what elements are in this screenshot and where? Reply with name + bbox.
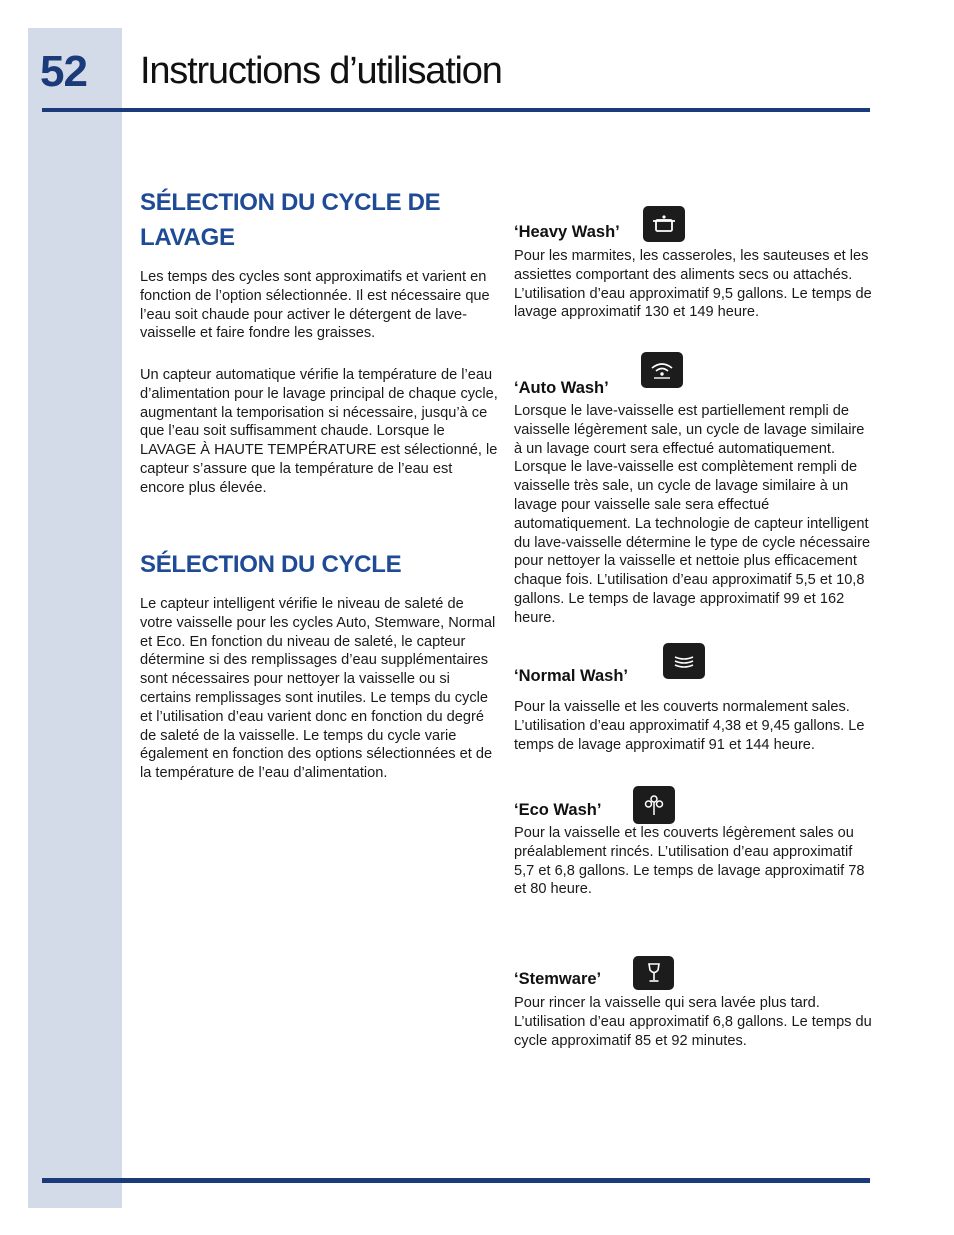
cycle-desc-auto-wash: Lorsque le lave-vaisselle est partiellement rempli de vaisselle légèrement sale, un cycle de lavage similaire à un lavage court sera effectué automatiquement. Lorsque le lave-vaisselle est complètement rempli de vaisselle très sale, un cycle de lavage similaire à un lavage pour vaisselle sale sera effectué automatiquement. La technologie de capteur intelligent du lave-vaisselle détermine le type de cycle nécessaire pour nettoyer la vaisselle et nettoie plus efficacement chaque fois. L’utilisation d’eau approximatif 5,5 et 10,8 gallons. Le temps de lavage approximatif 99 et 162 heure.: [514, 403, 871, 626]
heading-line-2: LAVAGE: [140, 224, 235, 251]
auto-sensor-icon: [641, 352, 683, 388]
cycle-label-heavy-wash: ‘Heavy Wash’: [514, 223, 620, 241]
paragraph-sensor: Un capteur automatique vérifie la température de l’eau d’alimentation pour le lavage principal de chaque cycle, augmentant la temporisation si nécessaire, jusqu’à ce que l’eau soit suffisamment chaude. Lorsque le LAVAGE À HAUTE TEMPÉRATURE est sélectionné, le capteur s’assure que la température de l’eau est encore plus élevée.: [140, 367, 498, 496]
cycle-desc-heavy-wash: Pour les marmites, les casseroles, les sauteuses et les assiettes comportant des aliments secs ou attachés. L’utilisation d’eau approximatif 9,5 gallons. Le temps de lavage approximatif 130 et 149 heure.: [514, 248, 872, 321]
sidebar-band: [28, 28, 122, 1208]
cycle-label-normal-wash: ‘Normal Wash’: [514, 667, 628, 685]
paragraph-cycle-times: Les temps des cycles sont approximatifs et varient en fonction de l’option sélectionnée. Il est nécessaire que l’eau soit chaude pour activer le détergent de lave-vaisselle et faire fondre les graisses.: [140, 269, 490, 342]
cycle-label-auto-wash: ‘Auto Wash’: [514, 379, 609, 397]
cycle-desc-stemware: Pour rincer la vaisselle qui sera lavée plus tard. L’utilisation d’eau approximatif 6,8 gallons. Le temps du cycle approximatif 85 et 92 minutes.: [514, 995, 872, 1049]
section-heading-selection-cycle: SÉLECTION DU CYCLE: [140, 551, 402, 578]
paragraph-smart-sensor: Le capteur intelligent vérifie le niveau de saleté de votre vaisselle pour les cycles Auto, Stemware, Normal et Eco. En fonction du niveau de saleté, le capteur détermine si des remplissages d’eau supplémentaires sont nécessaires pour nettoyer la vaisselle ou si certains remplissages sont inutiles. Le temps du cycle et l’utilisation d’eau varient donc en fonction du degré de saleté de la vaisselle. Le temps du cycle varie également en fonction des options sélectionnées et de la température de l’eau d’alimentation.: [140, 596, 496, 782]
header-rule: [42, 108, 870, 112]
section-heading-cycle-de-lavage: [140, 185, 440, 255]
pot-icon: [643, 206, 685, 242]
page-number: 52: [40, 47, 87, 96]
dishes-icon: [663, 643, 705, 679]
cycle-label-eco-wash: ‘Eco Wash’: [514, 801, 602, 819]
heading-line-1: SÉLECTION DU CYCLE DE: [140, 189, 441, 216]
cycle-label-stemware: ‘Stemware’: [514, 970, 602, 988]
leaf-icon: [633, 786, 675, 824]
footer-rule: [42, 1178, 870, 1183]
page-title: Instructions d’utilisation: [140, 50, 502, 92]
wine-glass-icon: [633, 956, 674, 990]
cycle-desc-normal-wash: Pour la vaisselle et les couverts normalement sales. L’utilisation d’eau approximatif 4,38 et 9,45 gallons. Le temps de lavage approximatif 91 et 144 heure.: [514, 699, 865, 753]
cycle-desc-eco-wash: Pour la vaisselle et les couverts légèrement sales ou préalablement rincés. L’utilisation d’eau approximatif 5,7 et 6,8 gallons. Le temps de lavage approximatif 78 et 80 heure.: [514, 825, 865, 898]
